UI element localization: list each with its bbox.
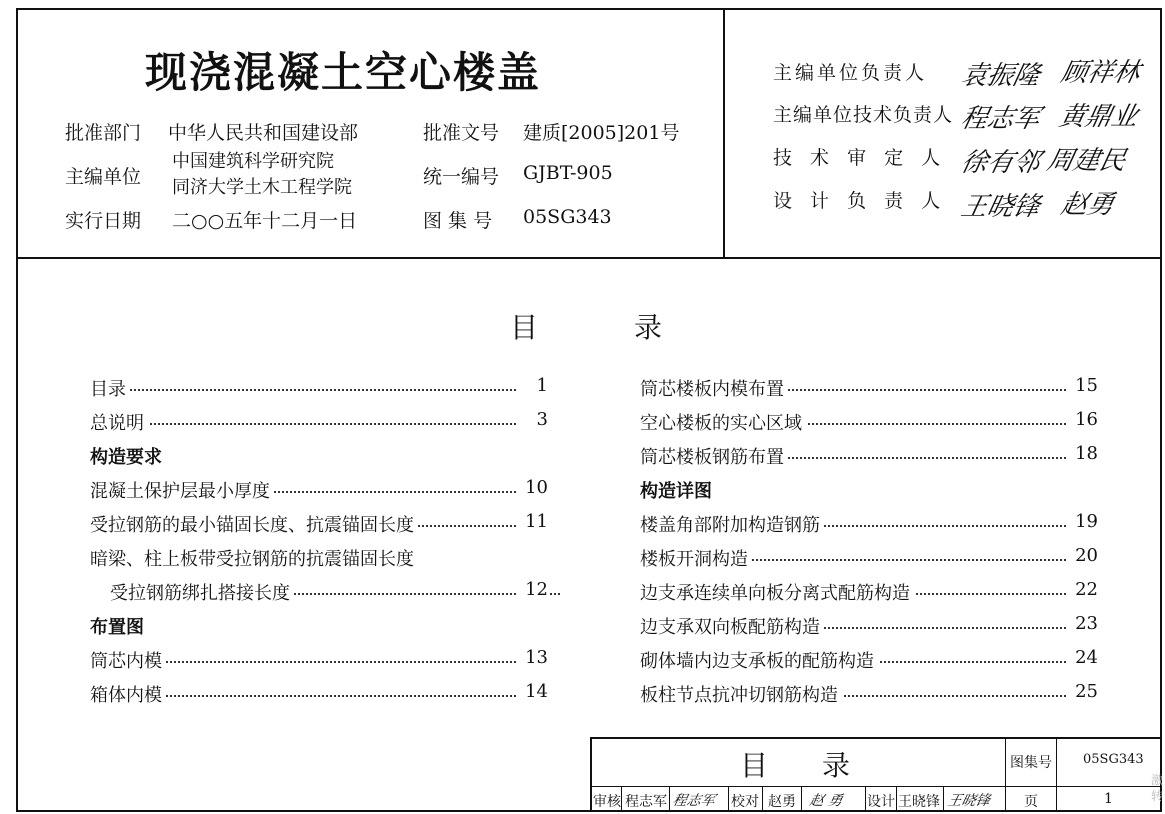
toc-page-number: 14 [518, 681, 548, 702]
check-signature: 赵 勇 [808, 793, 844, 809]
toc-entry [640, 678, 1100, 712]
approval-dept-label: 批准部门 [65, 122, 142, 144]
title-block-top [590, 737, 1162, 739]
title-block-mid [590, 786, 1162, 787]
editor-unit-value-2: 同济大学土木工程学院 [172, 177, 352, 198]
signature-role: 主编单位技术负责人 [773, 104, 954, 126]
effective-date-label: 实行日期 [65, 210, 142, 232]
toc-entry [90, 508, 550, 542]
toc-entry [640, 440, 1100, 474]
title-block-cell-divider [762, 786, 763, 812]
toc-entry-label: 受拉钢筋的最小锚固长度、抗震锚固长度 [90, 511, 418, 537]
review-label: 审核 [593, 794, 621, 810]
design-name: 王晓锋 [898, 794, 940, 810]
approval-dept-value: 中华人民共和国建设部 [168, 122, 359, 144]
toc-entry-label: 板柱节点抗冲切钢筋构造 [640, 681, 842, 707]
toc-entry [90, 678, 550, 712]
toc-entry-label: 空心楼板的实心区域 [640, 409, 806, 435]
approval-doc-value: 建质[2005]201号 [523, 122, 680, 144]
toc-entry [640, 406, 1100, 440]
title-block-cell-divider [943, 786, 944, 812]
header-divider-horizontal [16, 257, 1162, 259]
toc-heading-right: 录 [634, 311, 663, 344]
watermark [1151, 772, 1163, 804]
atlas-no-value: 05SG343 [523, 206, 612, 228]
toc-entry-label: 箱体内模 [90, 681, 166, 707]
handwritten-signature: 赵勇 [1058, 190, 1117, 220]
toc-section-title: 构造详图 [640, 477, 716, 503]
toc-entry [640, 576, 1100, 610]
title-block-cell-divider [896, 786, 897, 812]
toc-page-number: 22 [1068, 579, 1098, 600]
title-block-title-left: 目 [740, 749, 769, 782]
toc-page-number: 20 [1068, 545, 1098, 566]
toc-page-number: 1 [518, 375, 548, 396]
toc-entry [640, 644, 1100, 678]
toc-heading-left: 目 [510, 311, 539, 344]
signature-role: 设 计 负 责 人 [773, 190, 947, 212]
title-block-page-no: 1 [1104, 791, 1113, 807]
title-block-cell-divider [728, 786, 729, 812]
title-block-atlas-label: 图集号 [1010, 755, 1052, 771]
toc-entry [640, 372, 1100, 406]
title-block-left [590, 737, 592, 812]
title-block-atlas-no: 05SG343 [1083, 752, 1144, 767]
toc-entry-label: 目录 [90, 375, 130, 401]
editor-unit-value-1: 中国建筑科学研究院 [172, 151, 334, 172]
toc-section-title: 构造要求 [90, 443, 166, 469]
toc-leader-dots [90, 423, 540, 425]
title-block-col-divider [1005, 737, 1006, 812]
uniform-no-label: 统一编号 [423, 166, 500, 188]
check-label: 校对 [731, 794, 759, 810]
toc-entry [640, 474, 1100, 508]
title-block-cell-divider [801, 786, 802, 812]
toc-entry [640, 610, 1100, 644]
review-name: 程志军 [625, 794, 667, 810]
watermark-char: 激 [1150, 773, 1163, 787]
toc-entry-label: 筒芯内模 [90, 647, 166, 673]
toc-entry-label: 筒芯楼板内模布置 [640, 375, 788, 401]
toc-page-number: 18 [1068, 443, 1098, 464]
atlas-no-label: 图 集 号 [423, 210, 493, 232]
toc-page-number: 15 [1068, 375, 1098, 396]
handwritten-signature: 程志军 [958, 104, 1043, 134]
handwritten-signature: 周建民 [1044, 146, 1129, 176]
handwritten-signature: 袁振隆 [958, 61, 1043, 91]
toc-page-number: 12 [518, 579, 548, 600]
toc-entry-label: 边支承连续单向板分离式配筋构造 [640, 579, 914, 605]
design-signature: 王晓锋 [946, 793, 992, 809]
toc-entry [90, 576, 550, 610]
handwritten-signature: 王晓锋 [958, 192, 1043, 222]
toc-entry-label: 边支承双向板配筋构造 [640, 613, 824, 639]
toc-page-number: 19 [1068, 511, 1098, 532]
toc-entry-label: 混凝土保护层最小厚度 [90, 477, 274, 503]
toc-entry [640, 542, 1100, 576]
check-name: 赵勇 [768, 794, 796, 810]
toc-leader-dots [90, 389, 540, 391]
toc-entry-label: 暗梁、柱上板带受拉钢筋的抗震锚固长度 [90, 545, 418, 571]
toc-section-title: 布置图 [90, 613, 148, 639]
title-block-cell-divider [865, 786, 866, 812]
header-divider-vertical [723, 8, 725, 258]
uniform-no-value: GJBT-905 [523, 162, 613, 184]
toc-page-number: 25 [1068, 681, 1098, 702]
toc-entry [90, 474, 550, 508]
toc-entry [90, 406, 550, 440]
toc-entry [90, 542, 550, 576]
signature-role: 技 术 审 定 人 [773, 147, 947, 169]
design-label: 设计 [867, 794, 895, 810]
toc-page-number: 11 [518, 511, 548, 532]
handwritten-signature: 徐有邻 [958, 148, 1043, 178]
toc-entry-label: 受拉钢筋绑扎搭接长度 [110, 579, 294, 605]
title-block-cell-divider [621, 786, 622, 812]
signature-role: 主编单位负责人 [773, 62, 928, 84]
toc-entry-label: 砌体墙内边支承板的配筋构造 [640, 647, 878, 673]
toc-page-number: 10 [518, 477, 548, 498]
title-block-cell-divider [669, 786, 670, 812]
toc-left-column [90, 372, 550, 712]
toc-entry-label: 总说明 [90, 409, 148, 435]
toc-entry-label: 楼盖角部附加构造钢筋 [640, 511, 824, 537]
toc-entry [640, 508, 1100, 542]
approval-doc-label: 批准文号 [423, 122, 500, 144]
handwritten-signature: 顾祥林 [1058, 58, 1143, 88]
handwritten-signature: 黄鼎业 [1056, 102, 1141, 132]
toc-entry [90, 372, 550, 406]
toc-entry-label: 楼板开洞构造 [640, 545, 752, 571]
toc-right-column [640, 372, 1100, 712]
toc-entry [90, 440, 550, 474]
title-block-title-right: 录 [822, 749, 851, 782]
toc-entry [90, 644, 550, 678]
toc-entry [90, 610, 550, 644]
effective-date-value: 二○○五年十二月一日 [172, 210, 358, 232]
toc-entry-label: 筒芯楼板钢筋布置 [640, 443, 788, 469]
toc-page-number: 3 [518, 409, 548, 430]
title-block-col-divider [1056, 737, 1057, 812]
toc-page-number: 16 [1068, 409, 1098, 430]
editor-unit-label: 主编单位 [65, 166, 142, 188]
toc-page-number: 13 [518, 647, 548, 668]
toc-page-number: 24 [1068, 647, 1098, 668]
title-block-page-label: 页 [1024, 794, 1038, 810]
toc-page-number: 23 [1068, 613, 1098, 634]
review-signature: 程志军 [671, 793, 717, 809]
document-title: 现浇混凝土空心楼盖 [145, 48, 542, 97]
watermark-char: 转 [1150, 789, 1163, 803]
